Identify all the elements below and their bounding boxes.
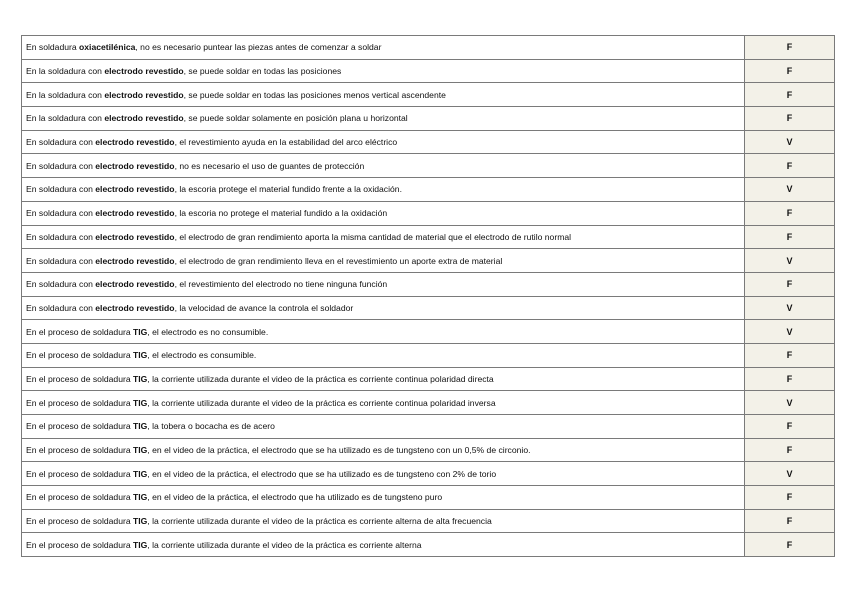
statement-keyword: electrodo revestido <box>95 231 175 242</box>
answer-cell: F <box>745 201 835 225</box>
answer-cell: F <box>745 438 835 462</box>
table-row <box>22 533 835 557</box>
statement-cell <box>22 462 745 486</box>
table-row <box>22 154 835 178</box>
answer-cell: F <box>745 533 835 557</box>
table-row <box>22 462 835 486</box>
statement-keyword: electrodo revestido <box>95 255 175 266</box>
statement-cell <box>22 178 745 202</box>
statement-keyword: electrodo revestido <box>95 279 175 290</box>
table-row <box>22 36 835 60</box>
statement-text: , el electrodo es no consumible. <box>147 326 269 337</box>
statement-cell <box>22 509 745 533</box>
table-row <box>22 107 835 131</box>
answer-cell: F <box>745 59 835 83</box>
table-row <box>22 486 835 510</box>
true-false-sheet <box>21 35 830 557</box>
statement-keyword: electrodo revestido <box>95 160 175 171</box>
statement-text: En soldadura con <box>26 231 96 242</box>
statement-cell <box>22 59 745 83</box>
statement-cell <box>22 201 745 225</box>
table-row <box>22 249 835 273</box>
table-row <box>22 367 835 391</box>
statement-keyword: electrodo revestido <box>104 66 184 77</box>
answer-cell: V <box>745 391 835 415</box>
statement-keyword: electrodo revestido <box>104 89 184 100</box>
statement-text: , en el video de la práctica, el electrodo que se ha utilizado es de tungsteno con 2% de torio <box>147 468 497 479</box>
statement-text: , en el video de la práctica, el electrodo que ha utilizado es de tungsteno puro <box>147 492 443 503</box>
statement-cell <box>22 486 745 510</box>
statement-text: En soldadura con <box>26 255 96 266</box>
answer-cell: F <box>745 415 835 439</box>
statement-cell <box>22 438 745 462</box>
statement-keyword: TIG <box>133 516 148 527</box>
statement-keyword: electrodo revestido <box>95 137 175 148</box>
statement-text: En el proceso de soldadura <box>26 445 134 456</box>
statement-text: En la soldadura con <box>26 113 105 124</box>
statement-text: , la tobera o bocacha es de acero <box>147 421 275 432</box>
statements-table <box>21 35 835 557</box>
statement-text: En soldadura con <box>26 184 96 195</box>
answer-cell: V <box>745 249 835 273</box>
statement-text: En el proceso de soldadura <box>26 516 134 527</box>
statement-text: En soldadura con <box>26 208 96 219</box>
table-row <box>22 225 835 249</box>
statement-text: En el proceso de soldadura <box>26 397 134 408</box>
statement-text: En la soldadura con <box>26 66 105 77</box>
statement-text: En el proceso de soldadura <box>26 350 134 361</box>
statement-keyword: TIG <box>133 468 148 479</box>
answer-cell: F <box>745 83 835 107</box>
statement-cell <box>22 272 745 296</box>
statement-keyword: electrodo revestido <box>95 184 175 195</box>
statement-text: , la escoria no protege el material fundido a la oxidación <box>174 208 388 219</box>
table-row <box>22 178 835 202</box>
statement-text: , la escoria protege el material fundido frente a la oxidación. <box>174 184 402 195</box>
table-row <box>22 509 835 533</box>
statement-cell <box>22 154 745 178</box>
table-row <box>22 272 835 296</box>
statement-text: , no es necesario puntear las piezas antes de comenzar a soldar <box>135 42 382 53</box>
statement-keyword: TIG <box>133 445 148 456</box>
statement-cell <box>22 107 745 131</box>
statement-keyword: oxiacetilénica <box>79 42 136 53</box>
statement-keyword: electrodo revestido <box>95 302 175 313</box>
table-row <box>22 343 835 367</box>
statement-text: En el proceso de soldadura <box>26 492 134 503</box>
statement-cell <box>22 533 745 557</box>
table-row <box>22 59 835 83</box>
statement-text: , el revestimiento del electrodo no tiene ninguna función <box>174 279 388 290</box>
statement-cell <box>22 343 745 367</box>
statement-text: , el electrodo de gran rendimiento aporta la misma cantidad de material que el electrodo de rutilo normal <box>174 231 572 242</box>
statement-keyword: TIG <box>133 350 148 361</box>
answer-cell: V <box>745 130 835 154</box>
statement-keyword: electrodo revestido <box>104 113 184 124</box>
statement-text: , el electrodo de gran rendimiento lleva en el revestimiento un aporte extra de material <box>174 255 503 266</box>
table-row <box>22 320 835 344</box>
statement-keyword: TIG <box>133 421 148 432</box>
statement-text: En la soldadura con <box>26 89 105 100</box>
table-row <box>22 391 835 415</box>
table-row <box>22 83 835 107</box>
statement-text: , no es necesario el uso de guantes de protección <box>174 160 365 171</box>
statement-keyword: electrodo revestido <box>95 208 175 219</box>
statement-cell <box>22 367 745 391</box>
answer-cell: V <box>745 462 835 486</box>
statement-keyword: TIG <box>133 326 148 337</box>
statement-cell <box>22 225 745 249</box>
statement-cell <box>22 415 745 439</box>
statement-cell <box>22 83 745 107</box>
statement-cell <box>22 130 745 154</box>
statement-text: En el proceso de soldadura <box>26 539 134 550</box>
table-row <box>22 438 835 462</box>
statement-text: , en el video de la práctica, el electrodo que se ha utilizado es de tungsteno con un 0,5% de circonio. <box>147 445 531 456</box>
answer-cell: V <box>745 178 835 202</box>
statement-text: En el proceso de soldadura <box>26 468 134 479</box>
statement-cell <box>22 296 745 320</box>
table-row <box>22 415 835 439</box>
table-row <box>22 201 835 225</box>
statement-keyword: TIG <box>133 373 148 384</box>
statement-keyword: TIG <box>133 397 148 408</box>
table-row <box>22 130 835 154</box>
statement-text: , se puede soldar solamente en posición plana u horizontal <box>183 113 408 124</box>
statement-text: , el revestimiento ayuda en la estabilidad del arco eléctrico <box>174 137 398 148</box>
table-row <box>22 296 835 320</box>
statement-text: , la corriente utilizada durante el video de la práctica es corriente alterna <box>147 539 422 550</box>
statement-cell <box>22 36 745 60</box>
statement-text: , la corriente utilizada durante el video de la práctica es corriente continua polaridad inversa <box>147 397 496 408</box>
answer-cell: V <box>745 296 835 320</box>
answer-cell: F <box>745 486 835 510</box>
answer-cell: F <box>745 36 835 60</box>
statement-text: , el electrodo es consumible. <box>147 350 257 361</box>
answer-cell: F <box>745 272 835 296</box>
answer-cell: F <box>745 343 835 367</box>
statement-cell <box>22 249 745 273</box>
statement-text: En soldadura con <box>26 302 96 313</box>
statement-text: En soldadura con <box>26 160 96 171</box>
statement-text: En soldadura con <box>26 137 96 148</box>
statement-text: En el proceso de soldadura <box>26 421 134 432</box>
answer-cell: F <box>745 154 835 178</box>
statement-text: , la corriente utilizada durante el video de la práctica es corriente continua polaridad directa <box>147 373 494 384</box>
answer-cell: F <box>745 367 835 391</box>
answer-cell: V <box>745 320 835 344</box>
statement-text: , se puede soldar en todas las posiciones <box>183 66 342 77</box>
statement-text: En soldadura <box>26 42 80 53</box>
statement-text: , se puede soldar en todas las posiciones menos vertical ascendente <box>183 89 446 100</box>
statement-keyword: TIG <box>133 539 148 550</box>
statement-text: En el proceso de soldadura <box>26 373 134 384</box>
answer-cell: F <box>745 509 835 533</box>
statement-text: , la velocidad de avance la controla el soldador <box>174 302 354 313</box>
statement-cell <box>22 320 745 344</box>
statement-text: En soldadura con <box>26 279 96 290</box>
statement-text: , la corriente utilizada durante el video de la práctica es corriente alterna de alta frecuencia <box>147 516 492 527</box>
statement-text: En el proceso de soldadura <box>26 326 134 337</box>
statement-cell <box>22 391 745 415</box>
statement-keyword: TIG <box>133 492 148 503</box>
answer-cell: F <box>745 225 835 249</box>
answer-cell: F <box>745 107 835 131</box>
